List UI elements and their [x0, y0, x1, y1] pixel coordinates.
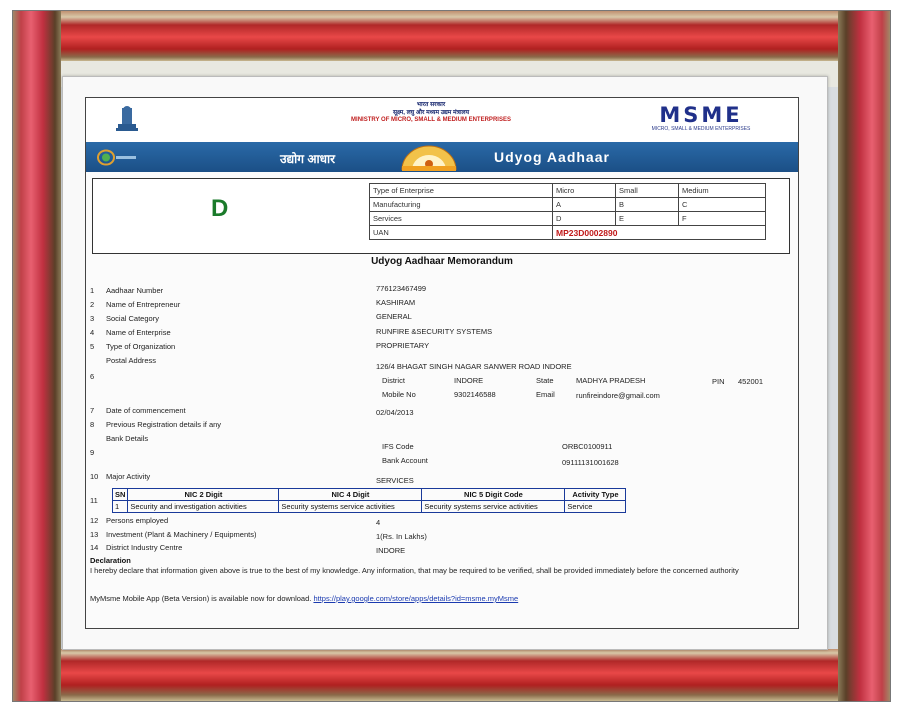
- field-number: 13: [90, 530, 99, 539]
- table-cell: C: [679, 198, 766, 212]
- nic-activity-table: [112, 488, 626, 513]
- ministry-heading: [296, 102, 566, 125]
- state-label: State: [536, 376, 554, 385]
- frame-top-edge: [13, 11, 890, 61]
- table-header: Activity Type: [565, 489, 626, 501]
- table-cell: Micro: [553, 184, 616, 198]
- msme-logo-word: MSME: [659, 103, 743, 127]
- email-value: runfireindore@gmail.com: [576, 391, 660, 400]
- certificate: [85, 97, 799, 629]
- email-label: Email: [536, 390, 555, 399]
- mobile-label: Mobile No: [382, 390, 416, 399]
- table-cell: Service: [565, 501, 626, 513]
- district-industry-centre-label: District Industry Centre: [106, 543, 183, 552]
- udyog-aadhaar-banner: [86, 142, 798, 172]
- bank-account-value: 09111131001628: [562, 458, 619, 467]
- mobile-app-link[interactable]: https://play.google.com/store/apps/details?id=msme.myMsme: [313, 594, 519, 603]
- district-label: District: [382, 376, 405, 385]
- table-header: NIC 2 Digit: [128, 489, 279, 501]
- banner-title: Udyog Aadhaar: [494, 149, 610, 165]
- frame-bottom-edge: [13, 649, 890, 701]
- major-activity-label: Major Activity: [106, 472, 151, 481]
- commencement-value: 02/04/2013: [376, 408, 414, 417]
- field-number: 9: [90, 448, 95, 457]
- certificate-header: [86, 98, 798, 143]
- frame-left-edge: [13, 11, 61, 701]
- table-cell: Security systems service activities: [422, 501, 565, 513]
- ifs-code-label: IFS Code: [382, 442, 414, 451]
- commencement-label: Date of commencement: [106, 406, 186, 415]
- msme-logo: [638, 104, 764, 138]
- mobile-app-note: [90, 594, 518, 603]
- table-header: SN: [113, 489, 128, 501]
- persons-employed-value: 4: [376, 518, 381, 527]
- certificate-paper: [62, 76, 828, 650]
- table-cell: B: [616, 198, 679, 212]
- table-cell: Security systems service activities: [279, 501, 422, 513]
- entrepreneur-value: KASHIRAM: [376, 298, 416, 307]
- banner-hindi-title: उद्योग आधार: [280, 152, 335, 166]
- msme-logo-subtitle: MICRO, SMALL & MEDIUM ENTERPRISES: [651, 126, 751, 132]
- table-cell: D: [553, 212, 616, 226]
- social-category-value: GENERAL: [376, 312, 412, 321]
- table-cell: 1: [113, 501, 128, 513]
- field-number: 12: [90, 516, 99, 525]
- pin-value: 452001: [738, 377, 764, 386]
- investment-value: 1(Rs. In Lakhs): [376, 532, 427, 541]
- social-category-label: Social Category: [106, 314, 159, 323]
- table-row: [113, 489, 626, 501]
- bank-account-label: Bank Account: [382, 456, 428, 465]
- field-number: 4: [90, 328, 95, 337]
- field-number: 6: [90, 372, 95, 381]
- field-number: 10: [90, 472, 99, 481]
- pin-label: PIN: [712, 377, 725, 386]
- ministry-name: MINISTRY OF MICRO, SMALL & MEDIUM ENTERPRISES: [351, 117, 511, 123]
- table-row: [370, 198, 766, 212]
- national-emblem-icon: [110, 104, 144, 138]
- frame-right-edge: [838, 11, 890, 701]
- field-number: 14: [90, 543, 99, 552]
- mobile-value: 9302146588: [454, 390, 496, 399]
- table-cell: Services: [370, 212, 553, 226]
- table-header: NIC 5 Digit Code: [422, 489, 565, 501]
- field-number: 5: [90, 342, 95, 351]
- declaration-text: I hereby declare that information given above is true to the best of my knowledge. Any information, that may be required to be verified, shall be provided immediately before the concerned authority: [90, 566, 739, 575]
- memorandum-title: Udyog Aadhaar Memorandum: [371, 256, 513, 267]
- district-value: INDORE: [454, 376, 484, 385]
- state-value: MADHYA PRADESH: [576, 376, 646, 385]
- district-industry-centre-value: INDORE: [376, 546, 406, 555]
- enterprise-category-box: [92, 178, 790, 254]
- table-cell: F: [679, 212, 766, 226]
- table-row: [370, 226, 766, 240]
- table-row: [370, 184, 766, 198]
- field-number: 3: [90, 314, 95, 323]
- digital-india-icon: [96, 149, 138, 166]
- table-cell: Type of Enterprise: [370, 184, 553, 198]
- table-cell: Small: [616, 184, 679, 198]
- persons-employed-label: Persons employed: [106, 516, 169, 525]
- gov-line-hindi-2: सूक्ष्म, लघु और मध्यम उद्यम मंत्रालय: [392, 109, 470, 116]
- mobile-app-text: MyMsme Mobile App (Beta Version) is available now for download.: [90, 594, 312, 603]
- make-in-india-seal-icon: [398, 144, 460, 171]
- table-cell: Medium: [679, 184, 766, 198]
- enterprise-type-table: [369, 183, 766, 240]
- field-number: 1: [90, 286, 95, 295]
- organization-type-label: Type of Organization: [106, 342, 176, 351]
- ifs-code-value: ORBC0100911: [562, 442, 613, 451]
- entrepreneur-label: Name of Entrepreneur: [106, 300, 181, 309]
- investment-label: Investment (Plant & Machinery / Equipments): [106, 530, 257, 539]
- table-cell: E: [616, 212, 679, 226]
- table-row: [113, 501, 626, 513]
- table-row: [370, 212, 766, 226]
- table-cell: Manufacturing: [370, 198, 553, 212]
- organization-type-value: PROPRIETARY: [376, 341, 430, 350]
- enterprise-name-label: Name of Enterprise: [106, 328, 171, 337]
- aadhaar-label: Aadhaar Number: [106, 286, 164, 295]
- aadhaar-value: 776123467499: [376, 284, 427, 293]
- field-number: 11: [90, 496, 98, 505]
- field-number: 7: [90, 406, 95, 415]
- postal-address-value: 126/4 BHAGAT SINGH NAGAR SANWER ROAD INDORE: [376, 362, 572, 371]
- table-cell: Security and investigation activities: [128, 501, 279, 513]
- table-header: NIC 4 Digit: [279, 489, 422, 501]
- previous-registration-label: Previous Registration details if any: [106, 420, 222, 429]
- field-number: 2: [90, 300, 95, 309]
- postal-address-label: Postal Address: [106, 356, 157, 365]
- bank-details-label: Bank Details: [106, 434, 149, 443]
- category-letter: D: [211, 195, 229, 222]
- major-activity-value: SERVICES: [376, 476, 414, 485]
- gov-line-hindi-1: भारत सरकार: [416, 102, 446, 108]
- field-number: 8: [90, 420, 95, 429]
- enterprise-name-value: RUNFIRE &SECURITY SYSTEMS: [376, 327, 493, 336]
- uan-label: UAN: [370, 226, 553, 240]
- table-cell: A: [553, 198, 616, 212]
- uan-value: MP23D0002890: [553, 226, 766, 240]
- declaration-heading: Declaration: [90, 556, 131, 565]
